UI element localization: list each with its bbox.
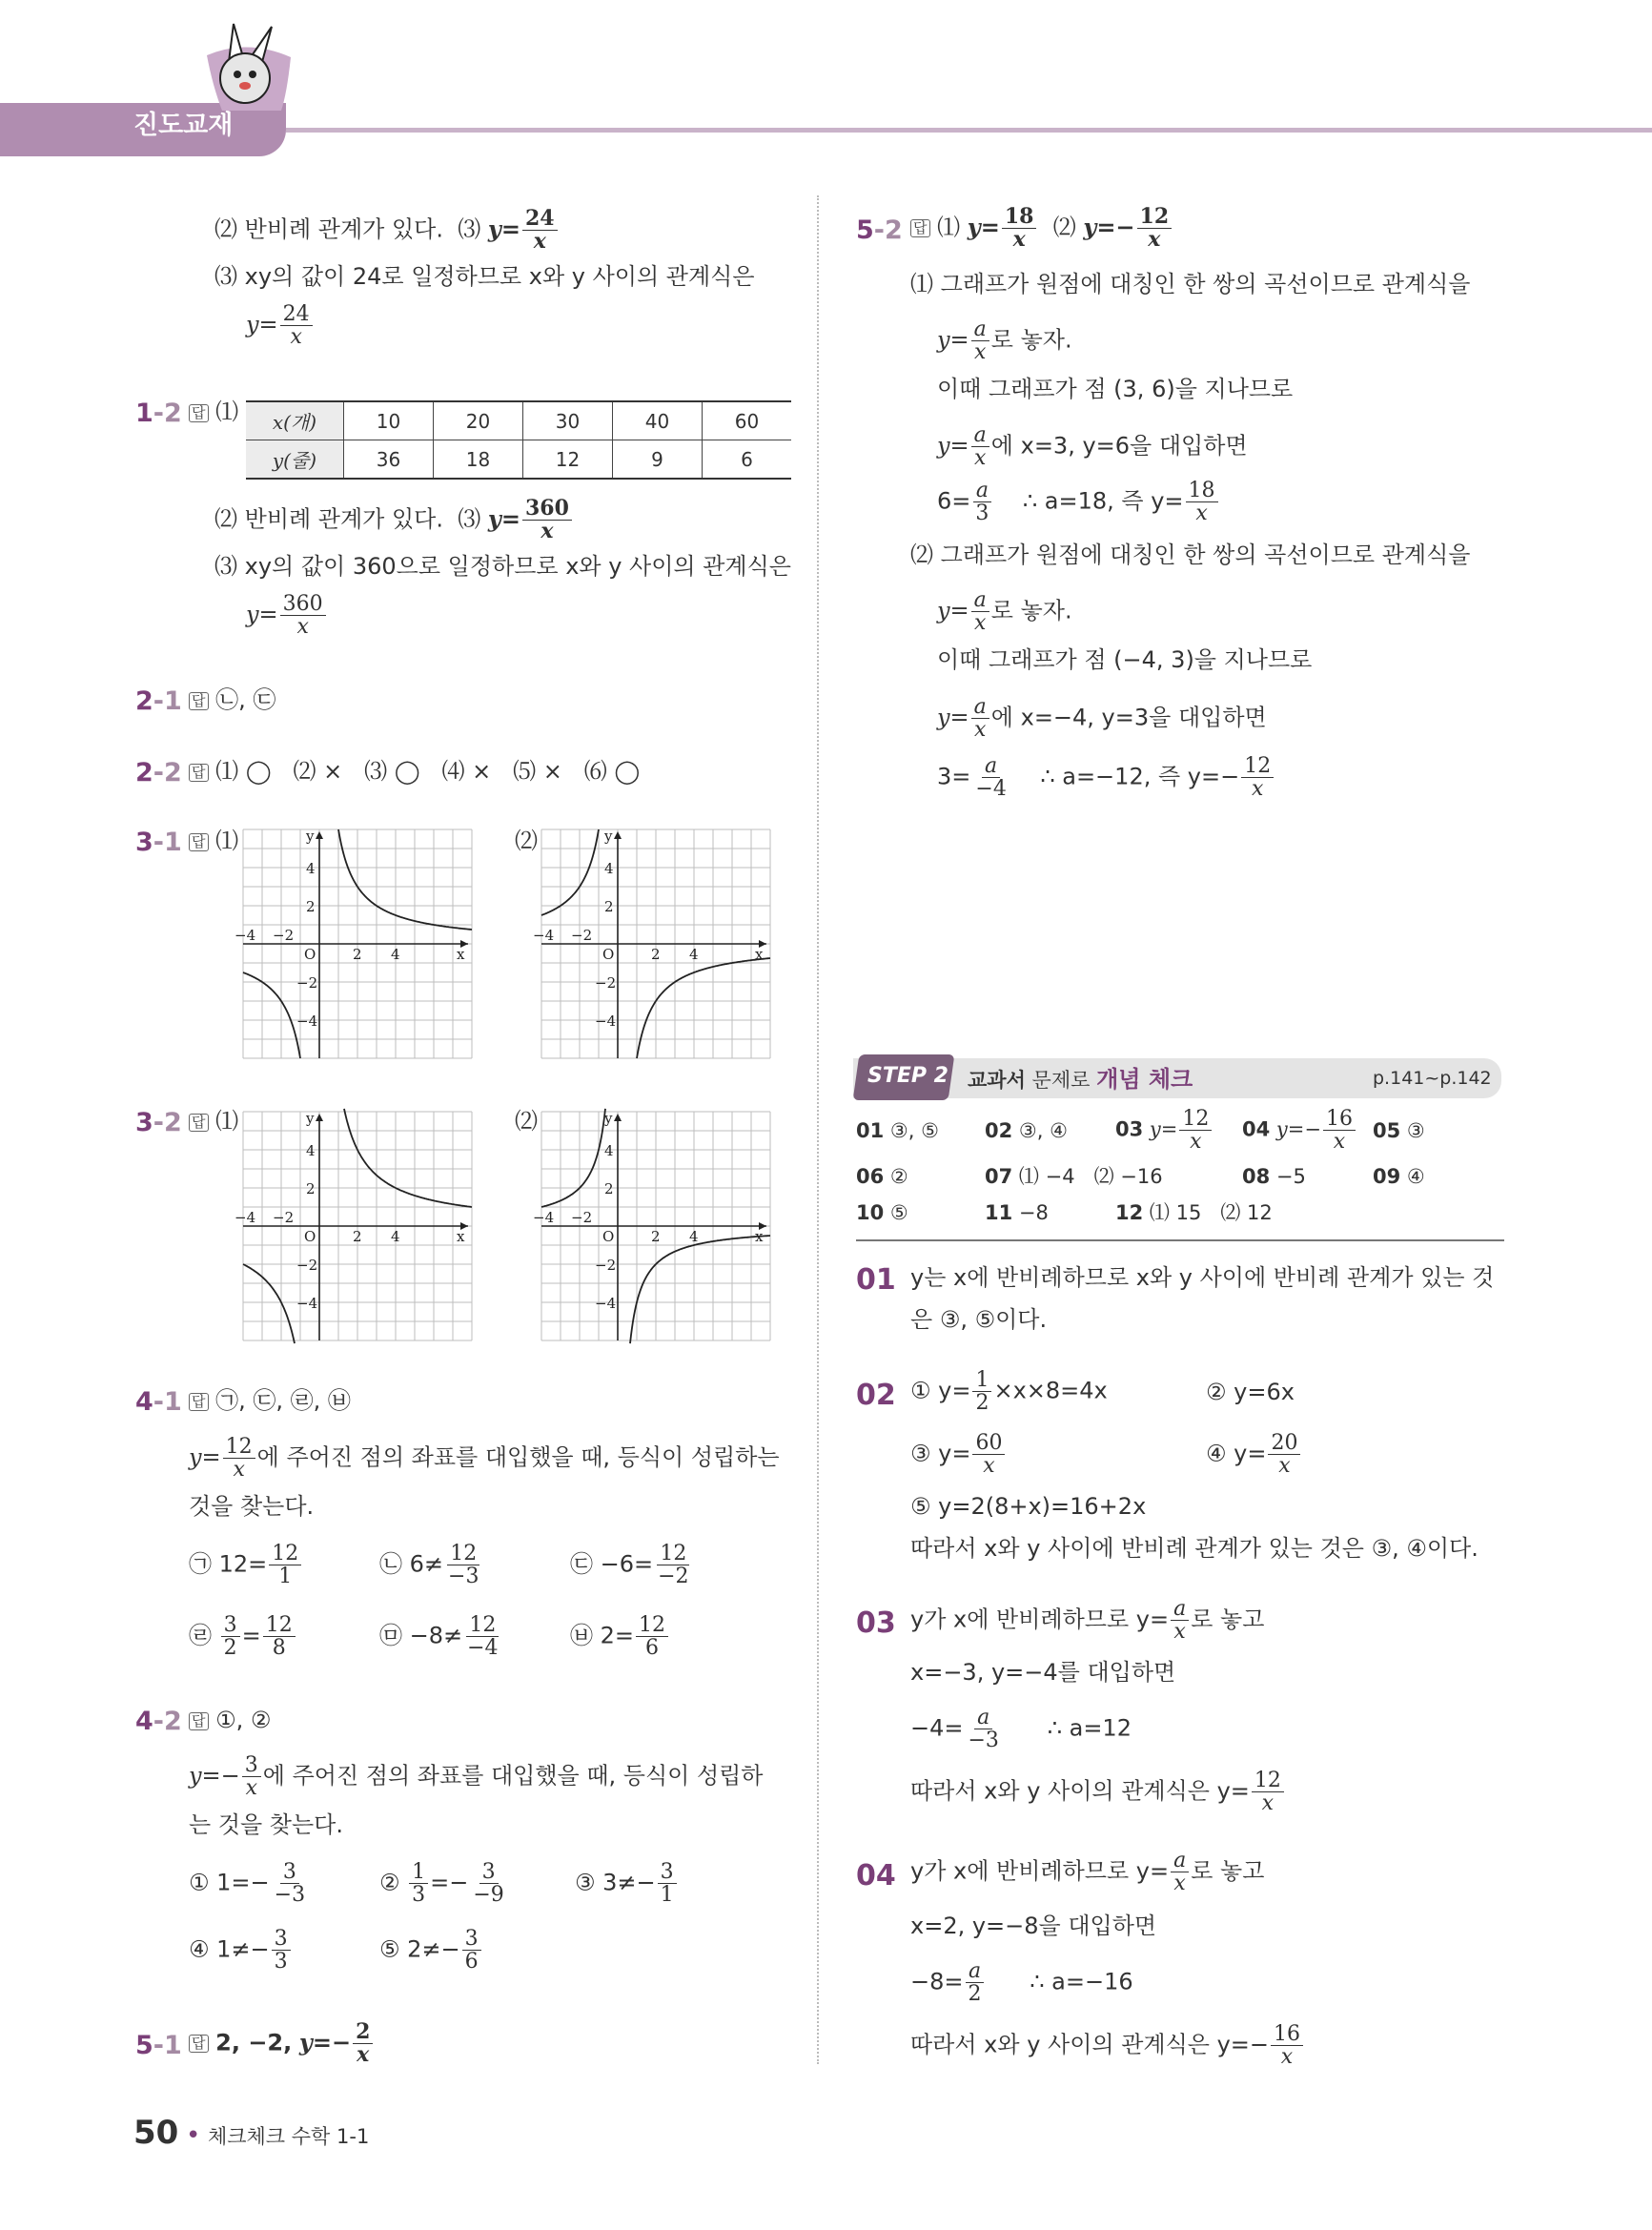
tick-label: 4 xyxy=(391,1228,400,1245)
q03-line4: 따라서 x와 y 사이의 관계식은 y= $\frac{12}{x}$ xyxy=(910,1770,1286,1814)
tick-label: −4 xyxy=(533,927,555,944)
p52-s2: ⑵ 그래프가 원점에 대칭인 한 쌍의 곡선이므로 관계식을 xyxy=(910,542,1471,568)
p12-line3: y= $\frac{360}{x}$ xyxy=(246,593,328,638)
problem-4-1-number: 4-1 xyxy=(135,1387,182,1417)
graph-3-1-2 xyxy=(533,828,770,1058)
tick-label: 4 xyxy=(604,860,614,877)
tick-label: −2 xyxy=(595,1257,617,1274)
y-axis-arrow xyxy=(316,831,323,839)
hyperbola-curve xyxy=(541,829,599,915)
q04-line1: y가 x에 반비례하므로 y= $\frac{a}{x}$ 로 놓고 xyxy=(910,1849,1265,1896)
tick-label: 4 xyxy=(689,1228,699,1245)
problem-1-2-number: 1-2 xyxy=(135,399,182,428)
y-axis-label: y xyxy=(306,1110,315,1127)
p41-item-a: ㉠ 12= $\frac{12}{1}$ xyxy=(189,1543,303,1587)
tick-label: −4 xyxy=(533,1209,555,1226)
p0-line2: ⑶ xy의 값이 24로 일정하므로 x와 y 사이의 관계식은 xyxy=(214,263,755,290)
x-axis-label: x xyxy=(457,946,465,963)
p52-s2b: y= $\frac{a}{x}$ 로 놓자. xyxy=(937,588,1072,636)
tick-label: −2 xyxy=(571,1209,593,1226)
tick-label: −4 xyxy=(296,1013,318,1030)
p42-explain-1: y=− $\frac{3}{x}$ 에 주어진 점의 좌표를 대입했을 때, 등식이 성립하 xyxy=(189,1753,764,1801)
q02-d: ④ y= $\frac{20}{x}$ xyxy=(1206,1432,1302,1477)
p42-item-b: ② $\frac{1}{3}$ =− $\frac{3}{-9}$ xyxy=(379,1860,504,1908)
y-axis-arrow xyxy=(614,1114,622,1121)
p52-s1d: y= $\frac{a}{x}$ 에 x=3, y=6을 대입하면 xyxy=(937,423,1248,471)
tick-label: 2 xyxy=(651,946,661,963)
p51-answer: 답 2, −2, y=− $\frac{2}{x}$ xyxy=(189,2021,375,2066)
y-axis-arrow xyxy=(614,831,622,839)
p42-answer: 답 ①, ② xyxy=(189,1708,271,1731)
p41-item-d: ㉣ $\frac{3}{2}$ = $\frac{12}{8}$ xyxy=(189,1614,297,1659)
tick-label: −2 xyxy=(296,1257,318,1274)
origin-label: O xyxy=(602,1228,615,1245)
tick-label: −2 xyxy=(296,974,318,992)
problem-2-2-number: 2-2 xyxy=(135,758,182,788)
graph-3-1-1 xyxy=(235,828,472,1058)
p41-answer: 답 ㉠, ㉢, ㉣, ㉥ xyxy=(189,1389,351,1412)
q04-line3: −8= $\frac{a}{2}$ ∴ a=−16 xyxy=(910,1959,1133,2007)
tick-label: −2 xyxy=(273,927,295,944)
p0-line3: y= $\frac{24}{x}$ xyxy=(246,303,315,348)
origin-label: O xyxy=(602,946,615,963)
step-label: STEP 2 xyxy=(867,1064,948,1088)
q04-number: 04 xyxy=(856,1859,896,1892)
q04-line2: x=2, y=−8을 대입하면 xyxy=(910,1913,1157,1939)
tick-label: −4 xyxy=(595,1013,617,1030)
p31-answer-label: 답 ⑴ xyxy=(189,829,238,852)
tick-label: 2 xyxy=(604,1180,614,1197)
graph-3-2-2 xyxy=(533,1110,770,1340)
p52-s2c: 이때 그래프가 점 (−4, 3)을 지나므로 xyxy=(937,646,1313,673)
graph-3-2-1 xyxy=(235,1110,472,1340)
tick-label: 4 xyxy=(604,1142,614,1159)
p41-explain-1: y= $\frac{12}{x}$ 에 주어진 점의 좌표를 대입했을 때, 등식이 성립하는 xyxy=(189,1435,780,1483)
hyperbola-curve xyxy=(243,1264,295,1343)
tick-label: 2 xyxy=(306,898,316,915)
p52-s1c: 이때 그래프가 점 (3, 6)을 지나므로 xyxy=(937,376,1294,402)
q03-number: 03 xyxy=(856,1606,896,1640)
p42-explain-2: 는 것을 찾는다. xyxy=(189,1811,343,1838)
q01-number: 01 xyxy=(856,1263,896,1297)
q03-line1: y가 x에 반비례하므로 y= $\frac{a}{x}$ 로 놓고 xyxy=(910,1597,1265,1645)
p31-label-2: ⑵ xyxy=(515,828,538,854)
q02-c: ③ y= $\frac{60}{x}$ xyxy=(910,1432,1007,1477)
q01-line2: 은 ③, ⑤이다. xyxy=(910,1306,1048,1333)
p52-s1e: 6= $\frac{a}{3}$ ∴ a=18, 즉 y= $\frac{18}{x}$ xyxy=(937,480,1220,524)
q02-a: ① y= $\frac{1}{2}$ ×x×8=4x xyxy=(910,1368,1108,1416)
y-axis-label: y xyxy=(306,828,315,845)
p0-line1: ⑵ 반비례 관계가 있다. ⑶ y= $\frac{24}{x}$ xyxy=(214,208,560,253)
p41-item-e: ㉤ −8≠ $\frac{12}{-4}$ xyxy=(379,1613,499,1661)
p41-item-f: ㉥ 2= $\frac{12}{6}$ xyxy=(570,1614,670,1659)
tick-label: 4 xyxy=(306,860,316,877)
p21-answer: 답 ㉡, ㉢ xyxy=(189,688,275,711)
q02-b: ② y=6x xyxy=(1206,1379,1295,1405)
p42-item-d: ④ 1≠− $\frac{3}{3}$ xyxy=(189,1928,293,1973)
origin-label: O xyxy=(304,1228,316,1245)
problem-3-2-number: 3-2 xyxy=(135,1108,182,1137)
x-axis-label: x xyxy=(755,946,764,963)
hyperbola-curve xyxy=(243,972,300,1058)
p42-item-e: ⑤ 2≠− $\frac{3}{6}$ xyxy=(379,1928,483,1973)
column-divider xyxy=(817,195,819,2064)
tick-label: 4 xyxy=(689,946,699,963)
q02-e: ⑤ y=2(8+x)=16+2x xyxy=(910,1493,1147,1520)
hyperbola-curve xyxy=(637,958,770,1058)
q02-number: 02 xyxy=(856,1379,896,1412)
tick-label: −2 xyxy=(273,1209,295,1226)
tick-label: −4 xyxy=(296,1295,318,1312)
problem-4-2-number: 4-2 xyxy=(135,1707,182,1736)
hyperbola-curve xyxy=(541,1109,605,1207)
tick-label: −2 xyxy=(595,974,617,992)
p12-line2: ⑶ xy의 값이 360으로 일정하므로 x와 y 사이의 관계식은 xyxy=(214,553,791,580)
p52-s2d: y= $\frac{a}{x}$ 에 x=−4, y=3을 대입하면 xyxy=(937,695,1267,743)
problem-3-1-number: 3-1 xyxy=(135,828,182,857)
y-axis-label: y xyxy=(604,1110,613,1127)
y-axis-arrow xyxy=(316,1114,323,1121)
p12-line1: ⑵ 반비례 관계가 있다. ⑶ y= $\frac{360}{x}$ xyxy=(214,498,574,542)
hyperbola-curve xyxy=(630,1236,770,1343)
p41-item-b: ㉡ 6≠ $\frac{12}{-3}$ xyxy=(379,1542,479,1589)
p52-s1: ⑴ 그래프가 원점에 대칭인 한 쌍의 곡선이므로 관계식을 xyxy=(910,271,1471,297)
problem-5-1-number: 5-1 xyxy=(135,2031,182,2060)
answers-rule xyxy=(856,1239,1504,1241)
origin-label: O xyxy=(304,946,316,963)
q04-line4: 따라서 x와 y 사이의 관계식은 y=− $\frac{16}{x}$ xyxy=(910,2023,1305,2068)
hyperbola-curve xyxy=(338,829,472,930)
q01-line1: y는 x에 반비례하므로 x와 y 사이에 반비례 관계가 있는 것 xyxy=(910,1264,1495,1291)
step-pages: p.141~p.142 xyxy=(1373,1068,1492,1089)
page-number: 50 xyxy=(133,2114,179,2152)
header-tag: 진도교재 xyxy=(133,111,234,140)
tick-label: 2 xyxy=(306,1180,316,1197)
y-axis-label: y xyxy=(604,828,613,845)
tick-label: −4 xyxy=(235,1209,256,1226)
tick-label: 2 xyxy=(353,946,362,963)
p52-s1b: y= $\frac{a}{x}$ 로 놓자. xyxy=(937,317,1072,365)
p41-explain-2: 것을 찾는다. xyxy=(189,1493,315,1520)
header-rule xyxy=(286,128,1652,133)
tick-label: 2 xyxy=(353,1228,362,1245)
q03-line3: −4= $\frac{a}{-3}$ ∴ a=12 xyxy=(910,1706,1132,1753)
problem-2-1-number: 2-1 xyxy=(135,686,182,716)
p52-answer: 답 ⑴ y= $\frac{18}{x}$ ⑵ y=− $\frac{12}{x}$ xyxy=(910,206,1173,251)
xy-table: x(개) 10 20 30 40 60 y(줄) 36 18 12 9 6 xyxy=(246,400,791,480)
footer: 50 • 체크체크 수학 1-1 xyxy=(133,2114,370,2152)
tick-label: −4 xyxy=(235,927,256,944)
x-axis-label: x xyxy=(457,1228,465,1245)
q02-f: 따라서 x와 y 사이에 반비례 관계가 있는 것은 ③, ④이다. xyxy=(910,1535,1479,1562)
tick-label: 2 xyxy=(651,1228,661,1245)
p32-answer-label: 답 ⑴ xyxy=(189,1110,238,1133)
p12-answer-label: 답 ⑴ xyxy=(189,400,238,423)
x-axis-label: x xyxy=(755,1228,764,1245)
p22-answer: 답 ⑴ ◯ ⑵ × ⑶ ◯ ⑷ × ⑸ × ⑹ ◯ xyxy=(189,760,640,783)
p41-item-c: ㉢ −6= $\frac{12}{-2}$ xyxy=(570,1542,689,1589)
tick-label: −4 xyxy=(595,1295,617,1312)
tick-label: 4 xyxy=(306,1142,316,1159)
tick-label: 2 xyxy=(604,898,614,915)
p52-s2e: 3= $\frac{a}{-4}$ ∴ a=−12, 즉 y=− $\frac{12}{x}$ xyxy=(937,755,1275,800)
p42-item-c: ③ 3≠− $\frac{3}{1}$ xyxy=(575,1861,679,1906)
p42-item-a: ① 1=− $\frac{3}{-3}$ xyxy=(189,1860,306,1908)
tick-label: 4 xyxy=(391,946,400,963)
tick-label: −2 xyxy=(571,927,593,944)
step-title: 교과서 문제로 개념 체크 xyxy=(968,1066,1193,1093)
p32-label-2: ⑵ xyxy=(515,1108,538,1135)
problem-5-2-number: 5-2 xyxy=(856,215,903,245)
q03-line2: x=−3, y=−4를 대입하면 xyxy=(910,1659,1176,1686)
rabbit-mascot-icon xyxy=(195,19,300,114)
